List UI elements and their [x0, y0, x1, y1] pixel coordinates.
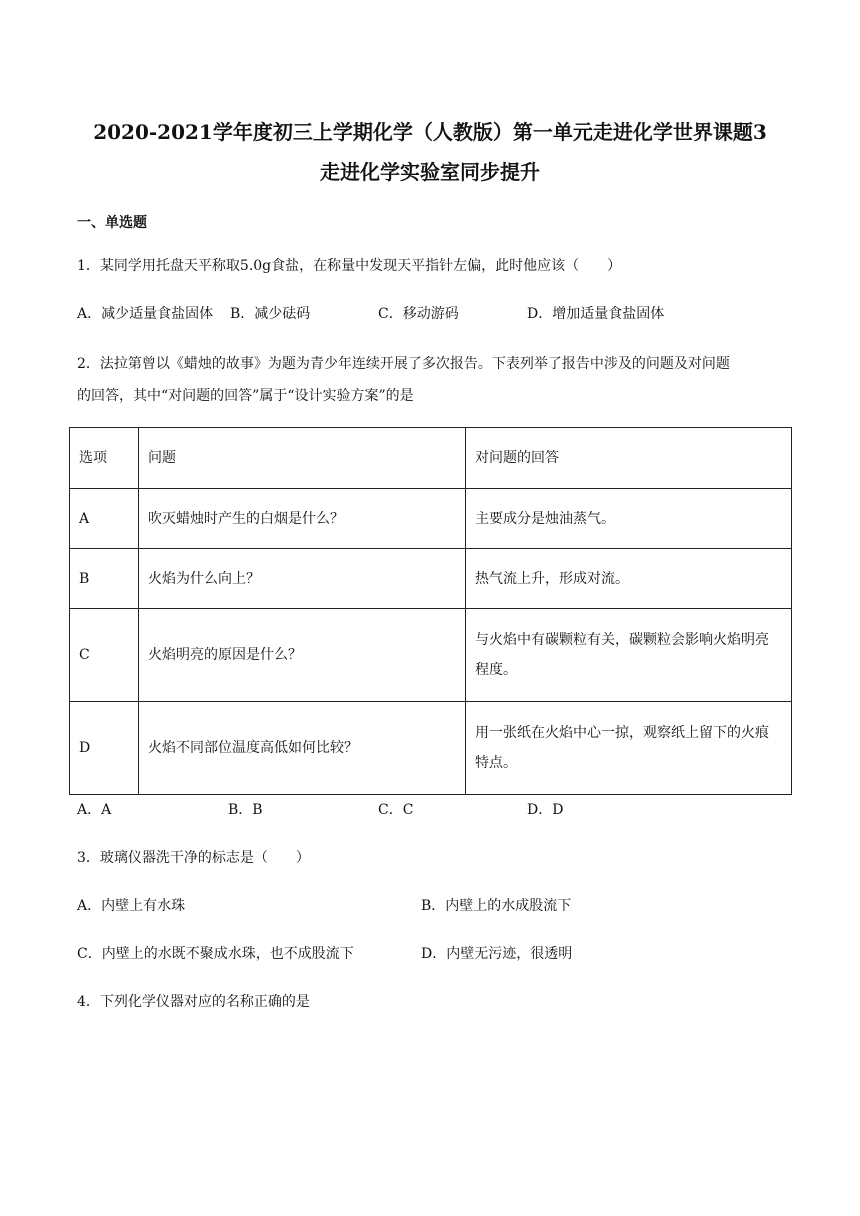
- question-3-option-c: C．内壁上的水既不聚成水珠，也不成股流下: [77, 946, 354, 962]
- question-2-stem-line-1: 2．法拉第曾以《蜡烛的故事》为题为青少年连续开展了多次报告。下表列举了报告中涉及的问题及对问题: [77, 356, 730, 372]
- table-cell-answer: 用一张纸在火焰中心一掠，观察纸上留下的火痕特点。: [466, 702, 792, 795]
- table-cell-option: A: [70, 489, 139, 549]
- table-row: [70, 702, 792, 795]
- question-3-stem: 3．玻璃仪器洗干净的标志是（ ）: [77, 850, 310, 866]
- question-1-option-c: C．移动游码: [378, 306, 459, 322]
- table-header-row: [70, 428, 792, 489]
- table-cell-option: C: [70, 609, 139, 702]
- table-cell-answer: 热气流上升，形成对流。: [466, 549, 792, 609]
- table-cell-question: 火焰不同部位温度高低如何比较？: [139, 702, 466, 795]
- question-2-stem-line-2: 的回答，其中“对问题的回答”属于“设计实验方案”的是: [77, 388, 414, 404]
- section-heading: 一、单选题: [77, 215, 147, 231]
- document-title-line-1: 2020-2021学年度初三上学期化学（人教版）第一单元走进化学世界课题3: [93, 120, 767, 144]
- table-cell-question: 火焰明亮的原因是什么？: [139, 609, 466, 702]
- table-row: [70, 549, 792, 609]
- table-header-question: 问题: [139, 428, 466, 489]
- question-2-table: [69, 427, 792, 795]
- question-2-option-c: C．C: [378, 802, 414, 818]
- question-2-option-a: A．A: [77, 802, 112, 818]
- question-3-option-b: B．内壁上的水成股流下: [421, 898, 572, 914]
- question-3-option-a: A．内壁上有水珠: [77, 898, 186, 914]
- table-cell-answer: 与火焰中有碳颗粒有关，碳颗粒会影响火焰明亮程度。: [466, 609, 792, 702]
- question-2-option-d: D．D: [527, 802, 564, 818]
- table-cell-option: D: [70, 702, 139, 795]
- question-1-option-a: A．减少适量食盐固体: [77, 306, 214, 322]
- question-3-option-d: D．内壁无污迹，很透明: [421, 946, 573, 962]
- table-row: [70, 609, 792, 702]
- table-header-option: 选项: [70, 428, 139, 489]
- table-row: [70, 489, 792, 549]
- table-cell-answer: 主要成分是烛油蒸气。: [466, 489, 792, 549]
- question-2-option-b: B．B: [228, 802, 263, 818]
- question-1-option-d: D．增加适量食盐固体: [527, 306, 665, 322]
- table-cell-question: 火焰为什么向上？: [139, 549, 466, 609]
- question-1-stem: 1．某同学用托盘天平称取5.0g食盐，在称量中发现天平指针左偏，此时他应该（ ）: [77, 258, 622, 274]
- question-4-stem: 4．下列化学仪器对应的名称正确的是: [77, 994, 310, 1010]
- question-1-option-b: B．减少砝码: [230, 306, 311, 322]
- document-title-line-2: 走进化学实验室同步提升: [320, 160, 540, 184]
- table-header-answer: 对问题的回答: [466, 428, 792, 489]
- table-cell-option: B: [70, 549, 139, 609]
- table-cell-question: 吹灭蜡烛时产生的白烟是什么？: [139, 489, 466, 549]
